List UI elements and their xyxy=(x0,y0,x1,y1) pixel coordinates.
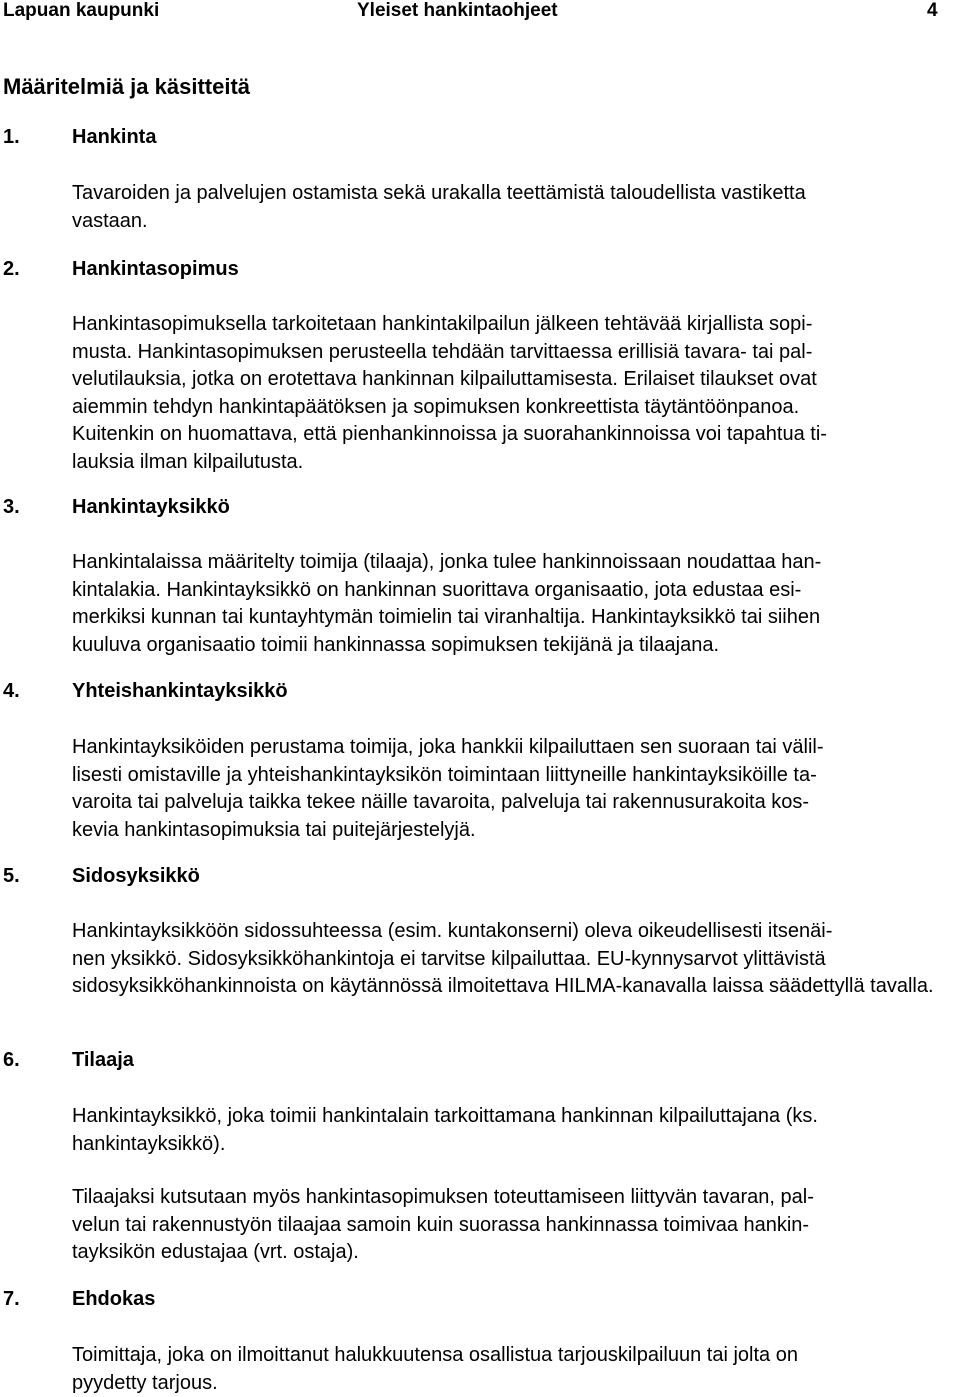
paragraph-line: kuuluva organisaatio toimii hankinnassa sopimuksen tekijänä ja tilaajana. xyxy=(72,633,720,656)
paragraph-line: vastaan. xyxy=(72,209,148,232)
section-heading-5 xyxy=(3,865,200,888)
section-number: 4. xyxy=(3,680,20,702)
page-title: Määritelmiä ja käsitteitä xyxy=(3,74,251,99)
paragraph-line: Hankintayksikköön sidossuhteessa (esim. kuntakonserni) oleva oikeudellisesti itsenäi- xyxy=(72,920,833,942)
paragraph-line: Hankintayksikkö, joka toimii hankintalain tarkoittamana hankinnan kilpailuttajana (ks. xyxy=(72,1105,818,1127)
section-number: 5. xyxy=(3,865,20,887)
section-title: Sidosyksikkö xyxy=(72,865,200,887)
paragraph-line: Hankintasopimuksella tarkoitetaan hankintakilpailun jälkeen tehtävää kirjallista sopi- xyxy=(72,313,813,335)
paragraph-line: musta. Hankintasopimuksen perusteella tehdään tarvittaessa erillisiä tavara- tai pal- xyxy=(72,340,813,363)
section-heading-3 xyxy=(3,496,230,519)
section-number: 6. xyxy=(3,1049,20,1071)
header-document-title: Yleiset hankintaohjeet xyxy=(357,0,558,21)
paragraph-line: merkiksi kunnan tai kuntayhtymän toimielin tai viranhaltija. Hankintayksikkö tai siihen xyxy=(72,606,821,628)
header-page-number: 4 xyxy=(927,0,938,21)
paragraph-line: Hankintalaissa määritelty toimija (tilaaja), jonka tulee hankinnoissaan noudattaa han- xyxy=(72,551,822,573)
section-1-paragraph xyxy=(72,180,957,235)
paragraph-line: varoita tai palveluja taikka tekee näille tavaroita, palveluja tai rakennusurakoita kos- xyxy=(72,791,810,813)
section-number: 3. xyxy=(3,496,20,518)
section-7-paragraph xyxy=(72,1342,957,1397)
paragraph-line: hankintayksikkö). xyxy=(72,1132,226,1155)
paragraph-line: sidosyksikköhankinnoista on käytännössä ilmoitettava HILMA-kanavalla laissa säädettyllä tavalla. xyxy=(72,975,934,997)
paragraph-line: velun tai rakennustyön tilaajaa samoin kuin suorassa hankinnassa toimivaa hankin- xyxy=(72,1213,810,1236)
section-heading-4 xyxy=(3,680,288,703)
section-5-paragraph xyxy=(72,918,957,1001)
section-title: Yhteishankintayksikkö xyxy=(72,680,288,702)
section-number: 2. xyxy=(3,258,20,280)
section-title: Ehdokas xyxy=(72,1288,156,1310)
paragraph-line: lauksia ilman kilpailutusta. xyxy=(72,450,304,473)
paragraph-line: Hankintayksiköiden perustama toimija, joka hankkii kilpailuttaen sen suoraan tai välil- xyxy=(72,736,824,758)
section-heading-7 xyxy=(3,1288,155,1311)
paragraph-line: lisesti omistaville ja yhteishankintayksikön toimintaan liittyneille hankintayksiköille ta- xyxy=(72,763,817,786)
section-heading-6 xyxy=(3,1049,134,1072)
paragraph-line: Kuitenkin on huomattava, että pienhankinnoissa ja suorahankinnoissa voi tapahtua ti- xyxy=(72,423,827,445)
page-header xyxy=(0,0,960,26)
section-number: 7. xyxy=(3,1288,20,1310)
section-title: Hankintayksikkö xyxy=(72,496,230,518)
paragraph-line: Tavaroiden ja palvelujen ostamista sekä urakalla teettämistä taloudellista vastiketta xyxy=(72,182,806,204)
paragraph-line: nen yksikkö. Sidosyksikköhankintoja ei tarvitse kilpailuttaa. EU-kynnysarvot ylittävistä xyxy=(72,947,826,970)
paragraph-line: aiemmin tehdyn hankintapäätöksen ja sopimuksen konkreettista täytäntöönpanoa. xyxy=(72,395,800,418)
section-heading-1 xyxy=(3,126,156,149)
paragraph-line: velutilauksia, jotka on erotettava hankinnan kilpailuttamisesta. Erilaiset tilaukset ovat xyxy=(72,368,817,390)
section-2-paragraph xyxy=(72,311,957,476)
paragraph-line: Toimittaja, joka on ilmoittanut halukkuutensa osallistua tarjouskilpailuun tai jolta on xyxy=(72,1344,798,1366)
section-6-paragraph-2 xyxy=(72,1184,957,1267)
section-heading-2 xyxy=(3,258,239,281)
section-number: 1. xyxy=(3,126,20,148)
section-4-paragraph xyxy=(72,734,957,844)
section-title: Hankinta xyxy=(72,126,157,148)
paragraph-line: kevia hankintasopimuksia tai puitejärjestelyjä. xyxy=(72,818,476,841)
header-organization: Lapuan kaupunki xyxy=(3,0,160,21)
paragraph-line: kintalakia. Hankintayksikkö on hankinnan suorittava organisaatio, jota edustaa esi- xyxy=(72,578,802,601)
section-3-paragraph xyxy=(72,549,957,659)
section-title: Hankintasopimus xyxy=(72,258,239,280)
section-6-paragraph-1 xyxy=(72,1103,957,1158)
paragraph-line: pyydetty tarjous. xyxy=(72,1371,218,1394)
paragraph-line: tayksikön edustajaa (vrt. ostaja). xyxy=(72,1241,359,1263)
paragraph-line: Tilaajaksi kutsutaan myös hankintasopimuksen toteuttamiseen liittyvän tavaran, pal- xyxy=(72,1186,814,1208)
section-title: Tilaaja xyxy=(72,1049,134,1071)
